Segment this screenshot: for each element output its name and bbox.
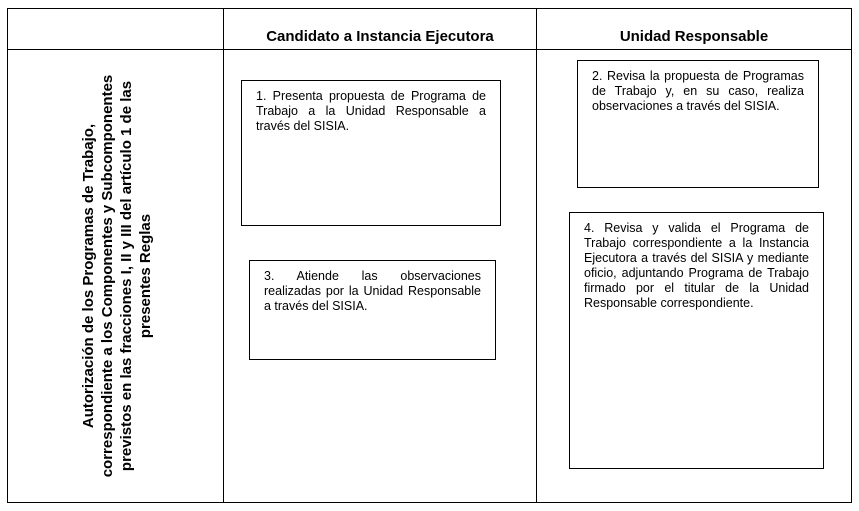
step-1-box: 1. Presenta propuesta de Programa de Trabajo a la Unidad Responsable a través del SISIA. (241, 80, 501, 226)
header-candidato: Candidato a Instancia Ejecutora (266, 28, 494, 45)
table-border-right (851, 8, 852, 503)
row-label: Autorización de los Programas de Trabajo, correspondiente a los Componentes y Subcomponentes previstos en las fracciones I, II y III del artículo 1 de las presentes Reglas (80, 74, 154, 478)
table-border-bottom (7, 502, 852, 503)
header-unidad-responsable: Unidad Responsable (619, 28, 769, 45)
table-border-left (7, 8, 8, 503)
table-border-top (7, 8, 852, 9)
step-3-box: 3. Atiende las observaciones realizadas por la Unidad Responsable a través del SISIA. (249, 260, 496, 360)
column-divider-1 (223, 8, 224, 503)
column-divider-2 (536, 8, 537, 503)
header-divider (7, 49, 852, 50)
step-4-box: 4. Revisa y valida el Programa de Trabajo correspondiente a la Instancia Ejecutora a través del SISIA y mediante oficio, adjuntando Programa de Trabajo firmado por el titular de la Unidad Responsable correspondiente. (569, 212, 824, 469)
step-2-box: 2. Revisa la propuesta de Programas de Trabajo y, en su caso, realiza observaciones a través del SISIA. (577, 60, 819, 188)
